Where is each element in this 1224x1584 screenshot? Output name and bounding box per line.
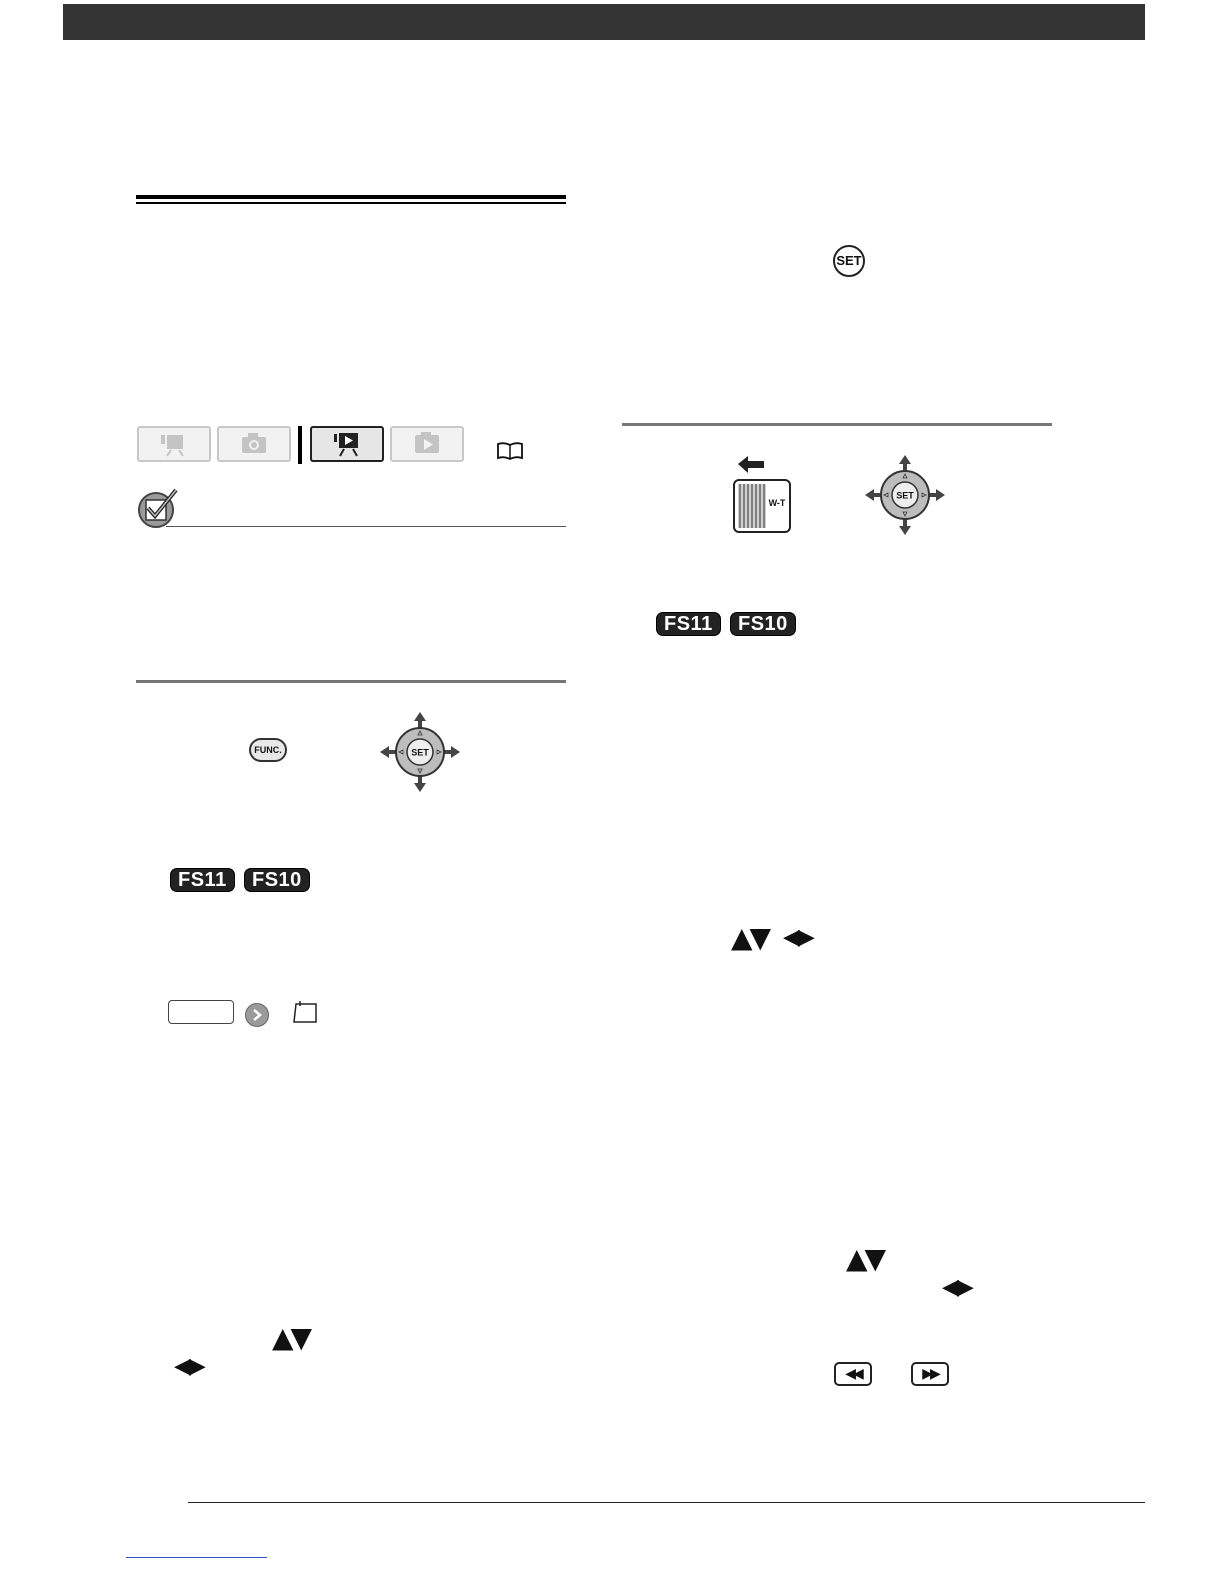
checkmark-icon: [136, 486, 180, 530]
left-right-arrows-right: ◀▶: [783, 925, 813, 950]
up-down-arrows-lower: ▲▼: [846, 1242, 884, 1275]
header-bar: [63, 4, 1145, 40]
menu-button[interactable]: [168, 1000, 234, 1024]
camera-icon: [234, 429, 274, 459]
joystick-icon[interactable]: [380, 712, 460, 792]
mode-divider: [298, 426, 302, 464]
mode-tab-photo-record[interactable]: [217, 426, 291, 462]
mode-tab-movie-record[interactable]: [137, 426, 211, 462]
fs10-badge: FS10: [244, 868, 310, 892]
movie-camera-icon: [154, 429, 194, 459]
set-button[interactable]: SET: [833, 245, 865, 277]
zoom-lever-icon[interactable]: [730, 452, 794, 536]
fast-forward-button[interactable]: ▶▶: [911, 1362, 949, 1386]
footer-rule: [188, 1502, 1145, 1503]
fs10-badge-right: FS10: [730, 612, 796, 636]
section-rule-top: [136, 195, 566, 199]
movie-playback-icon: [327, 429, 367, 459]
section-rule-bottom: [136, 202, 566, 204]
left-right-arrows: ◀▶: [174, 1354, 204, 1379]
mode-tab-movie-playback[interactable]: [310, 426, 384, 462]
up-down-arrows-right: ▲▼: [731, 921, 769, 954]
photo-playback-icon: [407, 429, 447, 459]
rewind-button[interactable]: ◀◀: [834, 1362, 872, 1386]
func-button[interactable]: FUNC.: [249, 738, 287, 762]
right-section-rule: [622, 423, 1052, 426]
fs11-badge-right: FS11: [656, 612, 721, 636]
book-icon: [496, 441, 524, 461]
left-section-rule: [136, 680, 566, 683]
memo-icon: [290, 1000, 320, 1026]
left-right-arrows-lower: ◀▶: [942, 1275, 972, 1300]
fs11-badge: FS11: [170, 868, 235, 892]
zoom-label: W-T: [768, 498, 786, 508]
set-label-right: SET: [896, 490, 914, 501]
up-down-arrows: ▲▼: [272, 1321, 310, 1354]
set-label: SET: [411, 747, 429, 758]
joystick-icon-right[interactable]: [865, 455, 945, 535]
next-arrow-icon: [245, 1003, 269, 1027]
footer-link-underline[interactable]: [126, 1557, 267, 1558]
mode-tab-photo-playback[interactable]: [390, 426, 464, 462]
note-rule: [166, 526, 566, 527]
